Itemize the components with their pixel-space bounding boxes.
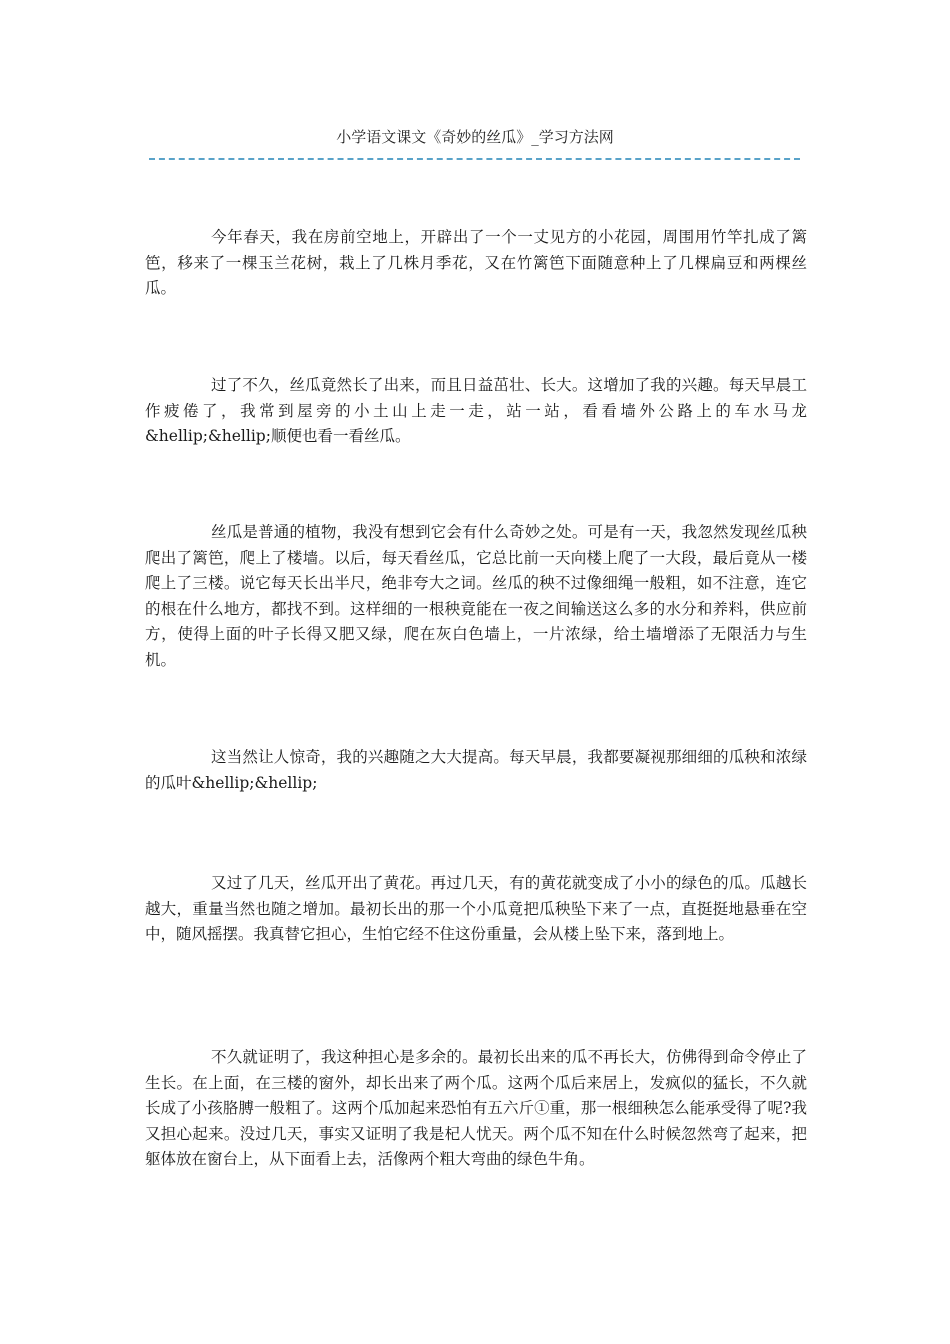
paragraph-3: 丝瓜是普通的植物，我没有想到它会有什么奇妙之处。可是有一天，我忽然发现丝瓜秧爬出了篱笆，爬上了楼墙。以后，每天看丝瓜，它总比前一天向楼上爬了一大段，最后竟从一楼爬上了三楼。说它每天长出半尺，绝非夸大之词。丝瓜的秧不过像细绳一般粗，如不注意，连它的根在什么地方，都找不到。这样细的一根秧竟能在一夜之间输送这么多的水分和养料，供应前方，使得上面的叶子长得又肥又绿，爬在灰白色墙上，一片浓绿，给土墙增添了无限活力与生机。 (145, 523, 807, 669)
paragraph-6: 不久就证明了，我这种担心是多余的。最初长出来的瓜不再长大，仿佛得到命令停止了生长。在上面，在三楼的窗外，却长出来了两个瓜。这两个瓜后来居上，发疯似的猛长，不久就长成了小孩胳膊一般粗了。这两个瓜加起来恐怕有五六斤①重，那一根细秧怎么能承受得了呢?我又担心起来。没过几天，事实又证明了我是杞人忧天。两个瓜不知在什么时候忽然弯了起来，把躯体放在窗台上，从下面看上去，活像两个粗大弯曲的绿色牛角。 (145, 1048, 807, 1169)
paragraph-1: 今年春天，我在房前空地上，开辟出了一个一丈见方的小花园，周围用竹竿扎成了篱笆，移来了一棵玉兰花树，栽上了几株月季花，又在竹篱笆下面随意种上了几棵扁豆和两棵丝瓜。 (145, 228, 807, 298)
page-title: 小学语文课文《奇妙的丝瓜》_学习方法网 (336, 128, 614, 146)
paragraph-5: 又过了几天，丝瓜开出了黄花。再过几天，有的黄花就变成了小小的绿色的瓜。瓜越长越大，重量当然也随之增加。最初长出的那一个小瓜竟把瓜秧坠下来了一点，直挺挺地悬垂在空中，随风摇摆。我真替它担心，生怕它经不住这份重量，会从楼上坠下来，落到地上。 (145, 874, 807, 944)
paragraph-2: 过了不久，丝瓜竟然长了出来，而且日益茁壮、长大。这增加了我的兴趣。每天早晨工作疲倦了，我常到屋旁的小土山上走一走，站一站，看看墙外公路上的车水马龙&hellip;&hellip;顺便也看一看丝瓜。 (145, 376, 807, 446)
title-divider (149, 158, 800, 160)
paragraph-4: 这当然让人惊奇，我的兴趣随之大大提高。每天早晨，我都要凝视那细细的瓜秧和浓绿的瓜叶&hellip;&hellip; (145, 748, 807, 792)
